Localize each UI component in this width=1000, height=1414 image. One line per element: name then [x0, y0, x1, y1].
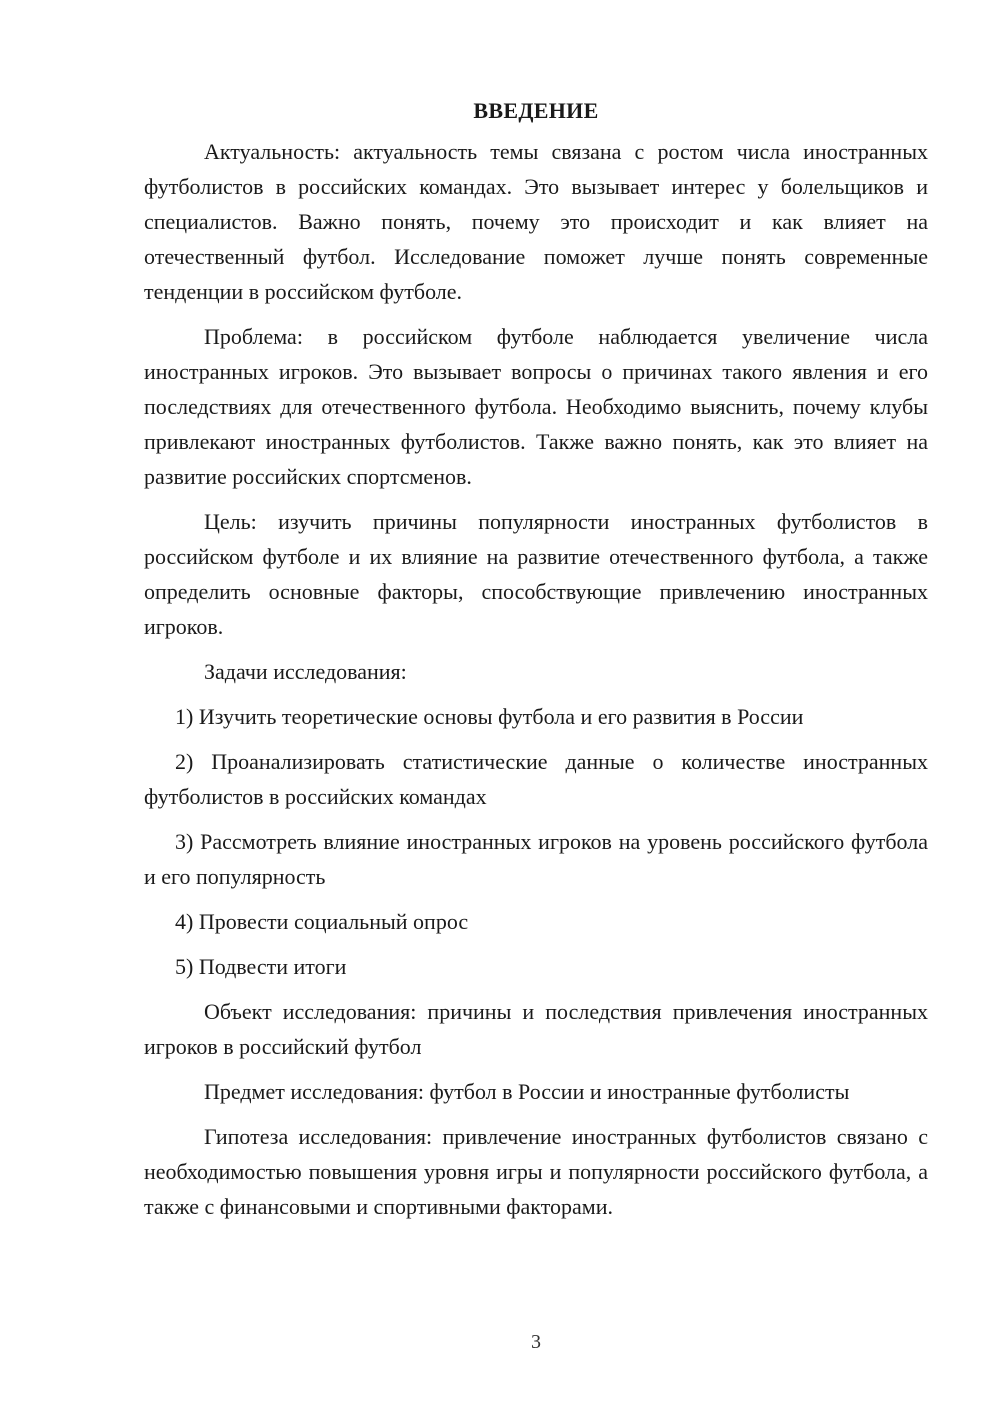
problem-paragraph: Проблема: в российском футболе наблюдается увеличение числа иностранных игроков. Это вызывает вопросы о причинах такого явления и его последствиях для отечественного футбола. Необходимо выяснить, почему клубы привлекают иностранных футболистов. Также важно понять, как это влияет на развитие российских спортсменов. — [144, 324, 928, 489]
task-item: 5) Подвести итоги — [175, 954, 347, 979]
hypothesis-paragraph: Гипотеза исследования: привлечение иностранных футболистов связано с необходимостью повышения уровня игры и популярности российского футбола, а также с финансовыми и спортивными факторами. — [144, 1124, 928, 1219]
page-content — [144, 96, 928, 1234]
task-item: 4) Провести социальный опрос — [175, 909, 469, 934]
relevance-paragraph: Актуальность: актуальность темы связана с ростом числа иностранных футболистов в российских командах. Это вызывает интерес у болельщиков и специалистов. Важно понять, почему это происходит и как влияет на отечественный футбол. Исследование поможет лучше понять современные тенденции в российском футболе. — [144, 139, 928, 304]
task-item: 3) Рассмотреть влияние иностранных игроков на уровень российского футбола и его популярность — [144, 829, 928, 889]
task-item: 1) Изучить теоретические основы футбола и его развития в России — [175, 704, 804, 729]
tasks-title: Задачи исследования: — [204, 659, 407, 684]
task-item: 2) Проанализировать статистические данные о количестве иностранных футболистов в российских командах — [144, 749, 928, 809]
object-paragraph: Объект исследования: причины и последствия привлечения иностранных игроков в российский футбол — [144, 999, 928, 1059]
section-heading: ВВЕДЕНИЕ — [473, 98, 599, 123]
page-number: 3 — [531, 1331, 541, 1353]
goal-paragraph: Цель: изучить причины популярности иностранных футболистов в российском футболе и их влияние на развитие отечественного футбола, а также определить основные факторы, способствующие привлечению иностранных игроков. — [144, 509, 928, 639]
subject-paragraph: Предмет исследования: футбол в России и иностранные футболисты — [204, 1079, 850, 1104]
